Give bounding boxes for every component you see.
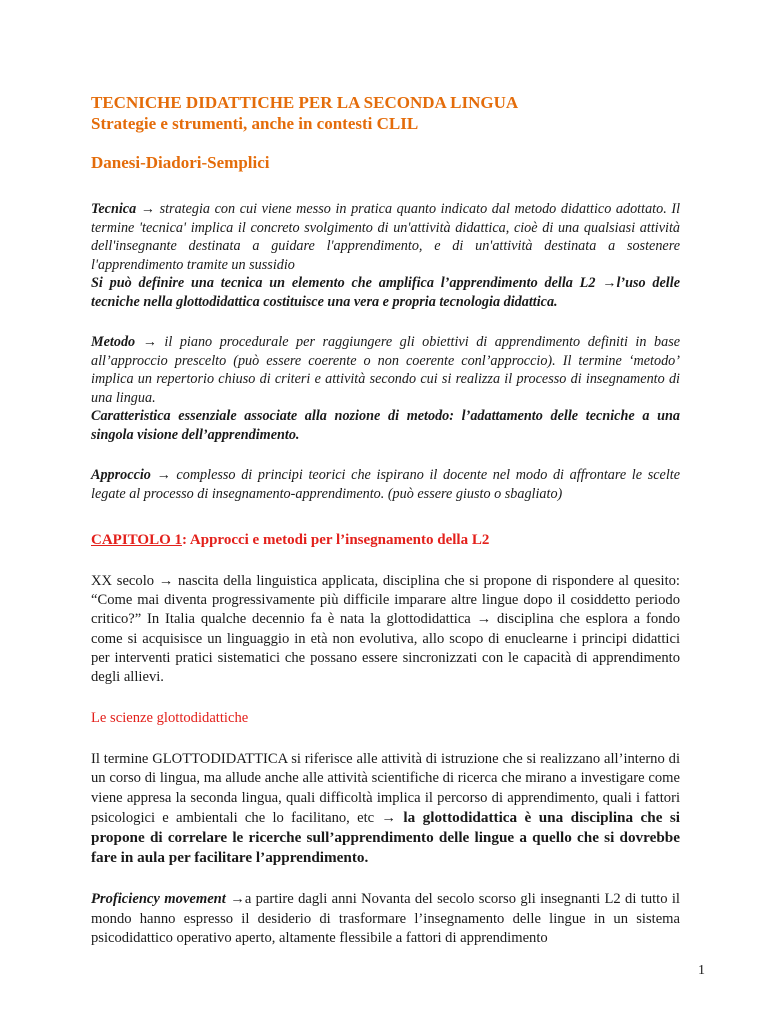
chapter-heading — [91, 530, 680, 550]
arrow-icon: → — [158, 573, 174, 589]
arrow-icon: → — [602, 275, 617, 291]
document-title: TECNICHE DIDATTICHE PER LA SECONDA LINGUA — [91, 93, 519, 112]
document-subtitle: Strategie e strumenti, anche in contesti CLIL — [91, 114, 419, 133]
approccio-text: complesso di principi teorici che ispirano il docente nel modo di affrontare le scelte legate al processo di insegnamento-apprendimento. (può essere giusto o sbagliato) — [91, 467, 680, 502]
arrow-icon: → — [142, 334, 157, 350]
approccio-paragraph — [91, 466, 680, 503]
proficiency-paragraph — [91, 890, 680, 948]
xx-text-a: XX secolo — [91, 573, 159, 589]
xx-text-c: disciplina che esplora a fondo come si acquisisce un linguaggio in età non evolutiva, allo scopo di enuclearne i principi didattici per interventi pratici sistematici che possano essere sincronizzati con le capacità di apprendimento degli allievi. — [91, 611, 681, 686]
proficiency-text: a partire dagli anni Novanta del secolo scorso gli insegnanti L2 di tutto il mondo hanno espresso il desiderio di trasformare l’insegnamento delle lingue in un sistema psicodidattico operativo aperto, altamente flessibile a fattori di apprendimento — [91, 891, 680, 946]
glottodidattica-paragraph — [91, 750, 680, 868]
tecnica-paragraph — [91, 200, 680, 274]
chapter-label: CAPITOLO 1 — [91, 532, 182, 548]
tecnica-text: strategia con cui viene messo in pratica quanto indicato dal metodo didattico adottato. Il termine 'tecnica' implica il concreto svolgimento di un'attività didattica, cioè di una qualsiasi attività dell'insegnante destinata a guidare l'apprendimento, e di un'attività destinata a sostenere l'apprendimento tramite un sussidio — [91, 201, 681, 273]
arrow-icon: → — [381, 809, 396, 826]
xx-secolo-paragraph — [91, 572, 680, 687]
xx-text-b: nascita della linguistica applicata, disciplina che si propone di rispondere al quesito: “Come mai diventa progressivamente più difficile imparare altre lingue dopo il cosiddetto periodo critico?” In Italia qualche decennio fa è nata la glottodidattica — [91, 573, 680, 628]
document-authors: Danesi-Diadori-Semplici — [91, 153, 270, 172]
metodo-bold-paragraph: Caratteristica essenziale associate alla nozione di metodo: l’adattamento delle tecniche a una singola visione dell’apprendimento. — [91, 408, 680, 443]
glotto-bold: la glottodidattica è una disciplina che si propone di correlare le ricerche sull’apprendimento delle lingue a quello che si dovrebbe fare in aula per facilitare l’apprendimento. — [91, 808, 680, 867]
glotto-text: Il termine GLOTTODIDATTICA si riferisce alle attività di istruzione che si realizzano all’interno di un corso di lingua, ma allude anche alle attività scientifiche di ricerca che mirano a investigare come viene appresa la seconda lingua, quali difficoltà implica il percorso di apprendimento, quali i fattori psicologici e ambientali che lo facilitano, etc — [91, 751, 680, 826]
approccio-term: Approccio — [91, 467, 151, 483]
section-heading: Le scienze glottodidattiche — [91, 710, 249, 727]
arrow-icon: → — [140, 201, 155, 217]
arrow-icon: → — [476, 611, 492, 628]
metodo-term: Metodo — [91, 334, 136, 350]
tecnica-bold-paragraph — [91, 274, 680, 311]
page-number: 1 — [698, 963, 705, 978]
arrow-icon: → — [230, 891, 245, 908]
metodo-text: il piano procedurale per raggiungere gli obiettivi di apprendimento definiti in base all’approccio prescelto (può essere coerente o non coerente conl’approccio). Il termine ‘metodo’ implica un repertorio chiuso di criteri e attività secondo cui si realizza il processo di insegnamento di una lingua. — [91, 334, 681, 406]
tecnica-bold-b: l’uso delle tecniche nella glottodidattica costituisce una vera e propria tecnologia didattica. — [91, 275, 680, 310]
arrow-icon: → — [156, 467, 171, 483]
tecnica-bold-a: Si può definire una tecnica un elemento che amplifica l’apprendimento della L2 — [91, 275, 603, 291]
chapter-title: : Approcci e metodi per l’insegnamento della L2 — [182, 532, 490, 548]
tecnica-term: Tecnica — [91, 201, 137, 217]
metodo-paragraph — [91, 333, 680, 407]
proficiency-term: Proficiency movement — [91, 891, 231, 908]
page-content — [91, 92, 680, 948]
